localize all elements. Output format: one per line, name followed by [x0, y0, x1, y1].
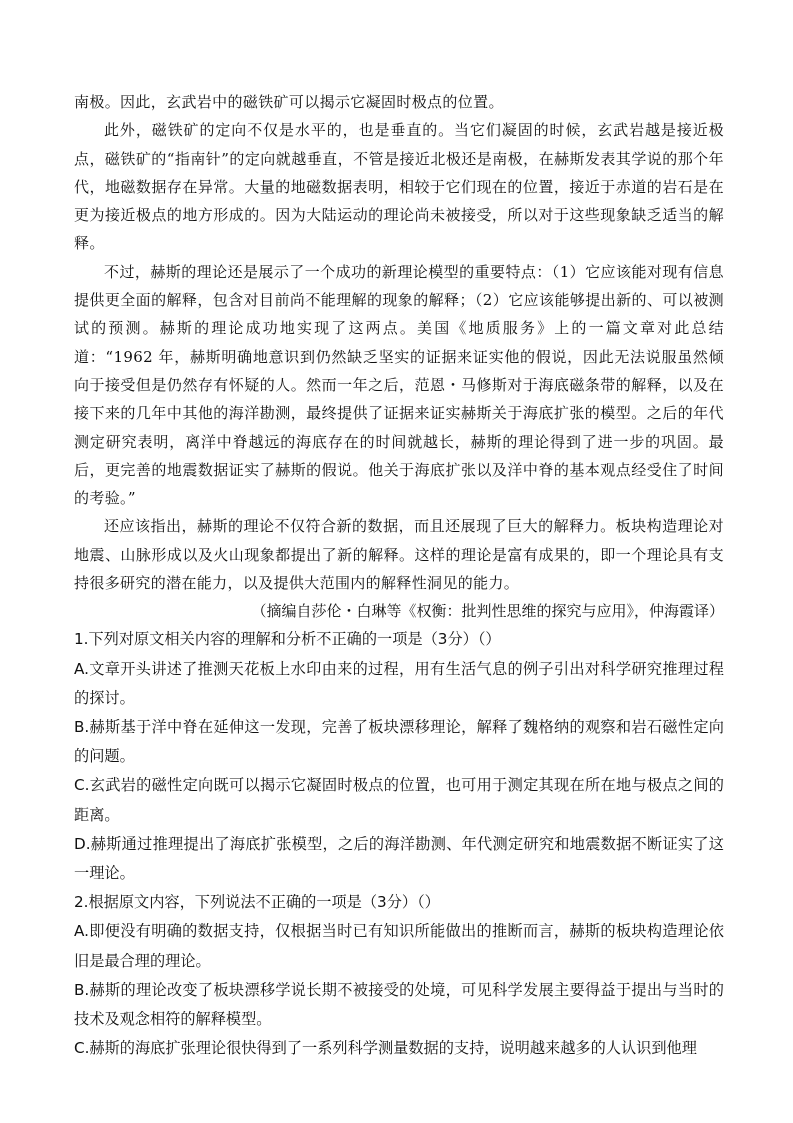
question-1 [74, 625, 724, 888]
document-page [74, 88, 724, 1063]
passage-paragraph: 此外，磁铁矿的定向不仅是水平的，也是垂直的。当它们凝固的时候，玄武岩越是接近极点，磁铁矿的“指南针”的定向就越垂直，不管是接近北极还是南极，在赫斯发表其学说的那个年代，地磁数据存在异常。大量的地磁数据表明，相较于它们现在的位置，接近于赤道的岩石是在更为接近极点的地方形成的。因为大陆运动的理论尚未被接受，所以对于这些现象缺乏适当的解释。 [74, 121, 724, 253]
question-option: C.玄武岩的磁性定向既可以揭示它凝固时极点的位置，也可用于测定其现在所在地与极点之间的距离。 [74, 776, 724, 824]
passage [74, 88, 724, 625]
passage-paragraph: 不过，赫斯的理论还是展示了一个成功的新理论模型的重要特点：（1）它应该能对现有信息提供更全面的解释，包含对目前尚不能理解的现象的解释；（2）它应该能够提出新的、可以被测试的预测。赫斯的理论成功地实现了这两点。美国《地质服务》上的一篇文章对此总结道：“1962 年，赫斯明确地意识到仍然缺乏坚实的证据来证实他的假说，因此无法说服虽然倾向于接受但是仍然存有怀疑的人。然而一年之后，范恩・马修斯对于海底磁条带的解释，以及在接下来的几年中其他的海洋勘测，最终提供了证据来证实赫斯关于海底扩张的模型。之后的年代测定研究表明，离洋中脊越远的海底存在的时间就越长，赫斯的理论得到了进一步的巩固。最后，更完善的地震数据证实了赫斯的假说。他关于海底扩张以及洋中脊的基本观点经受住了时间的考验。” [74, 262, 724, 508]
passage-paragraph: 南极。因此，玄武岩中的磁铁矿可以揭示它凝固时极点的位置。 [74, 93, 504, 111]
passage-source: （摘编自莎伦・白琳等《权衡：批判性思维的探究与应用》，仲海霞译） [251, 602, 724, 621]
question-option: D.赫斯通过推理提出了海底扩张模型，之后的海洋勘测、年代测定研究和地震数据不断证实了这一理论。 [74, 834, 724, 882]
question-2 [74, 888, 724, 1063]
question-option: B.赫斯的理论改变了板块漂移学说长期不被接受的处境，可见科学发展主要得益于提出与当时的技术及观念相符的解释模型。 [74, 980, 724, 1028]
question-stem: 2.根据原文内容，下列说法不正确的一项是（3分）（） [74, 893, 440, 912]
question-option: A.文章开头讲述了推测天花板上水印由来的过程，用有生活气息的例子引出对科学研究推理过程的探讨。 [74, 659, 724, 707]
question-option: B.赫斯基于洋中脊在延伸这一发现，完善了板块漂移理论，解释了魏格纳的观察和岩石磁性定向的问题。 [74, 717, 724, 766]
question-stem: 1.下列对原文相关内容的理解和分析不正确的一项是（3分）（） [74, 630, 501, 649]
question-option: C.赫斯的海底扩张理论很快得到了一系列科学测量数据的支持，说明越来越多的人认识到他理 [74, 1039, 697, 1058]
question-option: A.即便没有明确的数据支持，仅根据当时已有知识所能做出的推断而言，赫斯的板块构造理论依旧是最合理的理论。 [74, 922, 724, 970]
passage-paragraph: 还应该指出，赫斯的理论不仅符合新的数据，而且还展现了巨大的解释力。板块构造理论对地震、山脉形成以及火山现象都提出了新的解释。这样的理论是富有成果的，即一个理论具有支持很多研究的潜在能力，以及提供大范围内的解释性洞见的能力。 [74, 517, 724, 593]
